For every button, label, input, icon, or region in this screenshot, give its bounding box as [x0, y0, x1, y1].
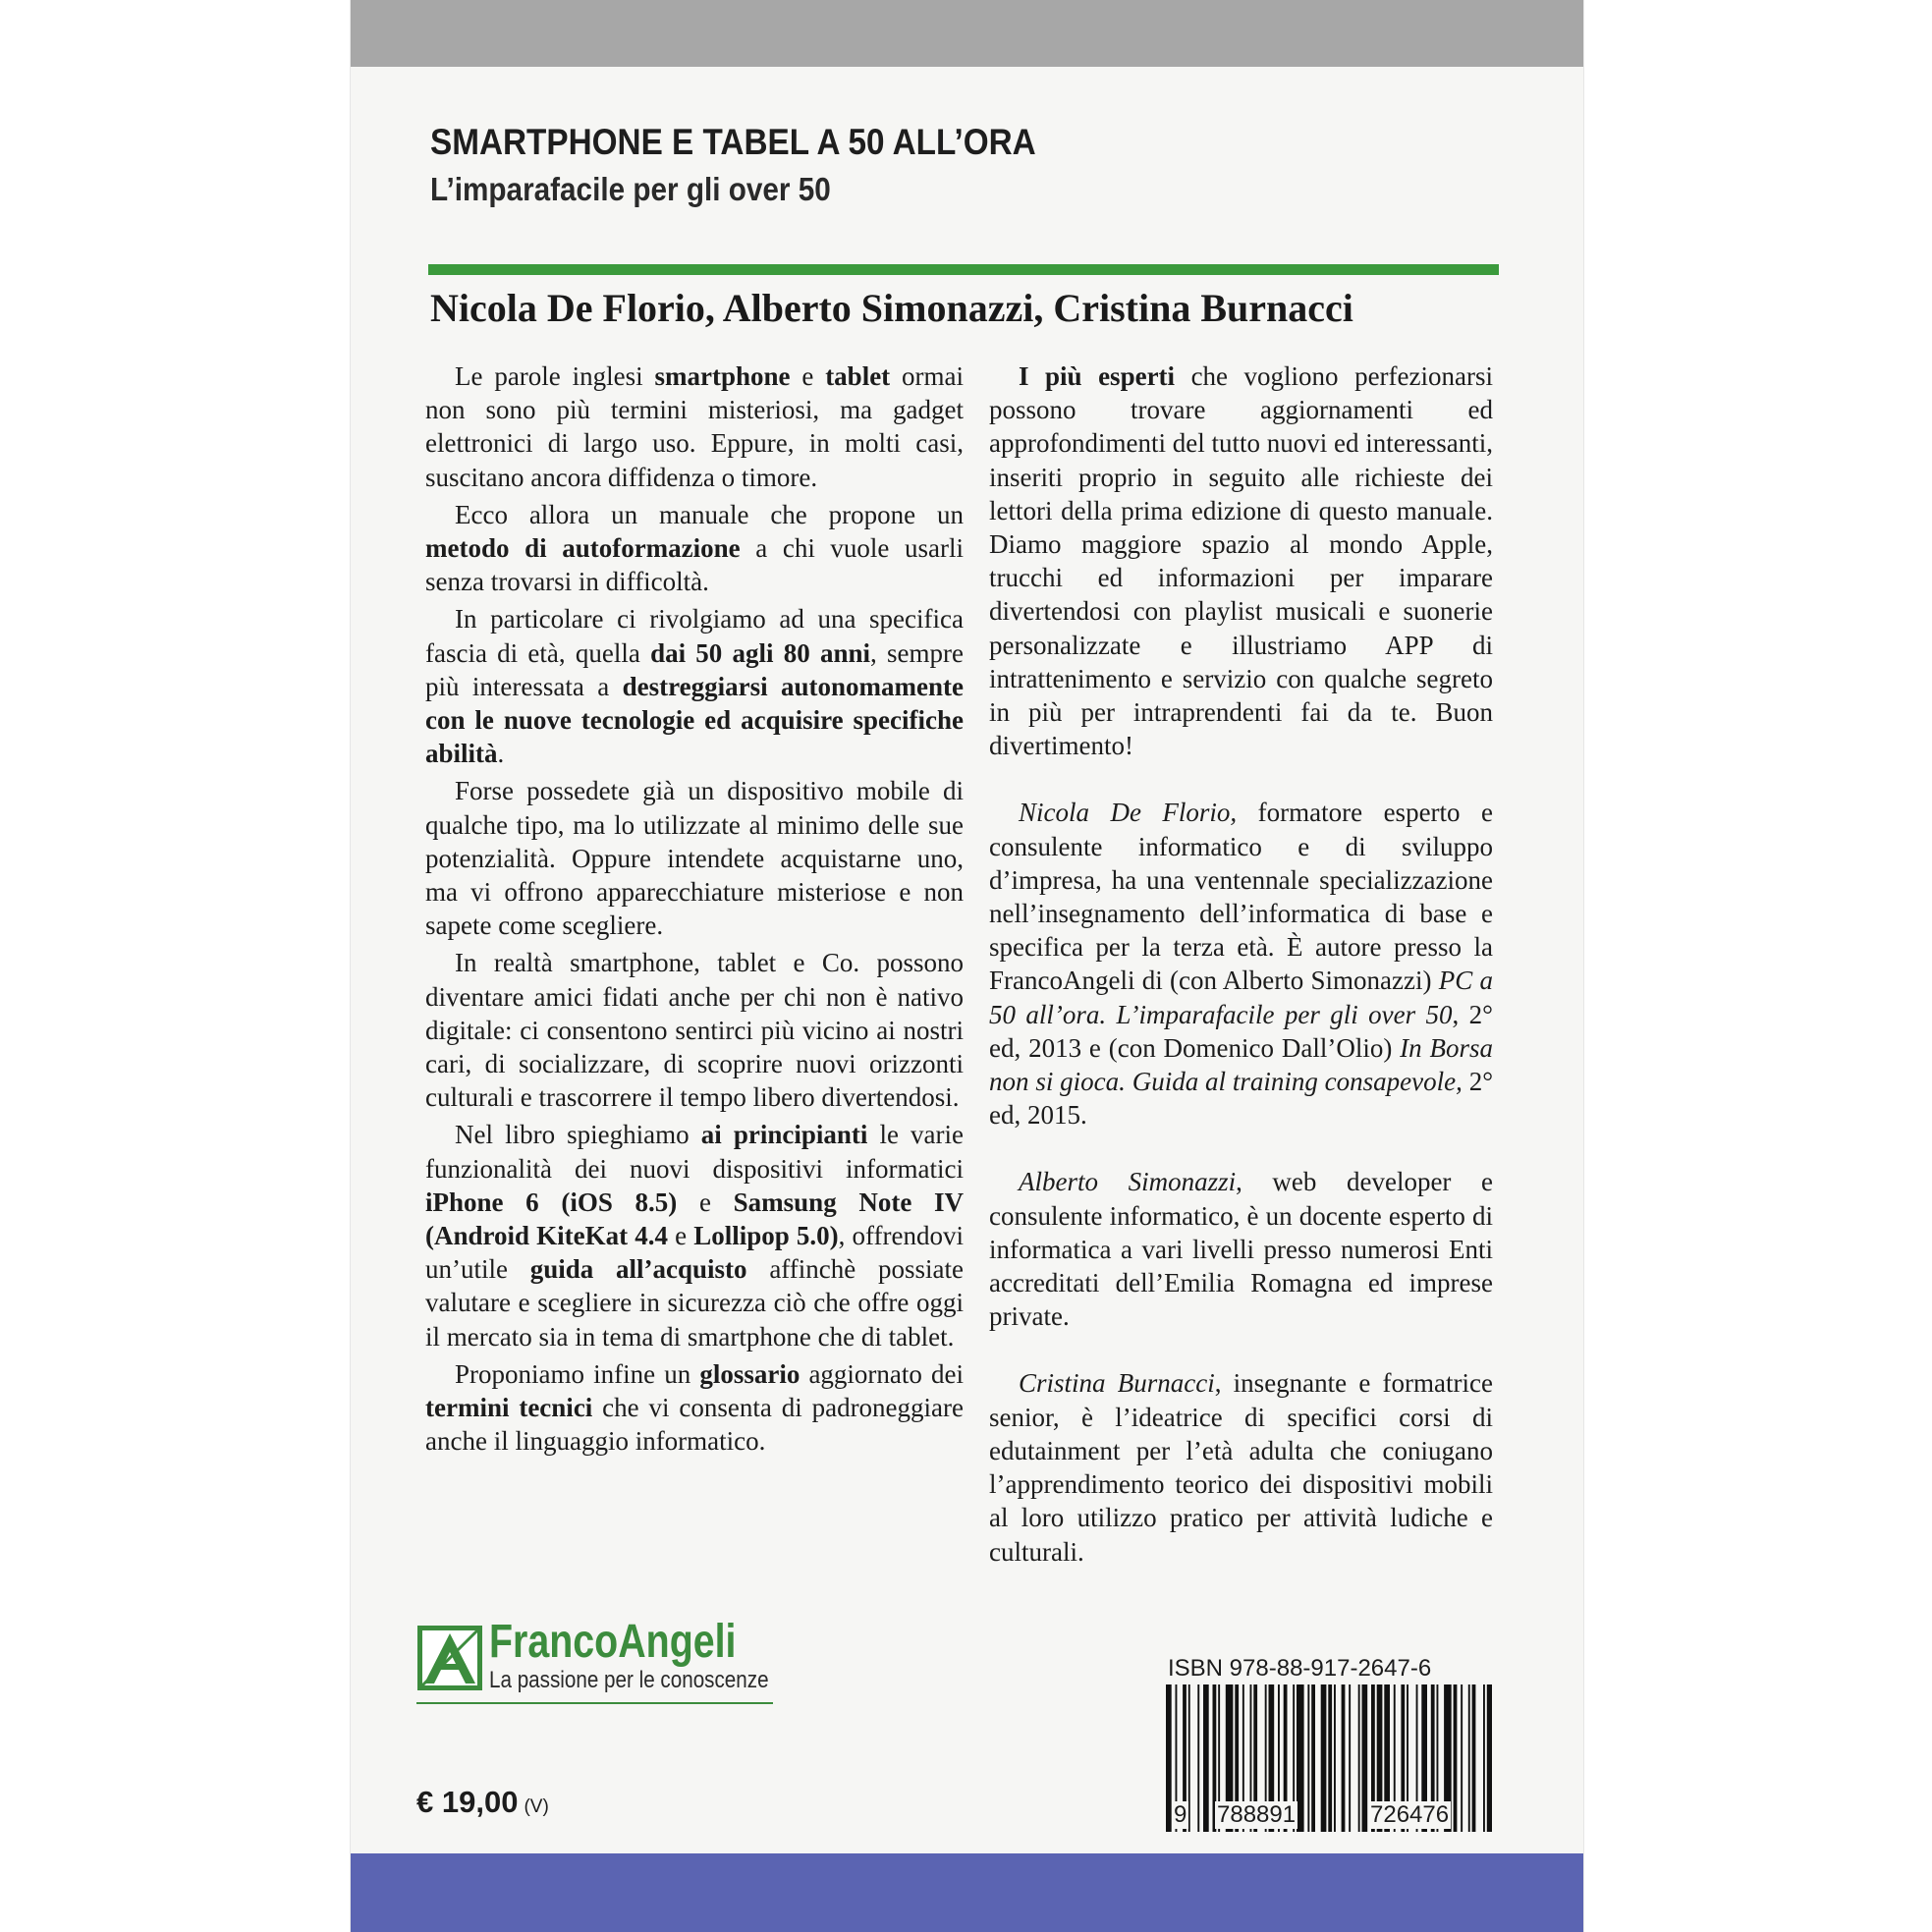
bold-run: iPhone 6 (iOS 8.5)	[425, 1187, 678, 1217]
francoangeli-logo-icon	[416, 1625, 483, 1691]
paragraph: In realtà smartphone, tablet e Co. possono diventare amici fidati anche per chi non è nativo digitale: ci consentono sentirci più vicino ai nostri cari, di socializzare, di scoprire nuovi orizzonti culturali e trascorrere il tempo libero divertendosi.	[425, 948, 964, 1113]
description-column-right	[989, 359, 1493, 1573]
paragraph: Le parole inglesi smartphone e tablet ormai non sono più termini misteriosi, ma gadget elettronici di largo uso. Eppure, in molti casi, suscitano ancora diffidenza o timore.	[425, 361, 964, 492]
paragraph: I più esperti che vogliono perfezionarsi possono trovare aggiornamenti ed approfondimenti del tutto nuovi ed interessanti, inseriti proprio in seguito alle richieste dei lettori della prima edizione di questo manuale. Diamo maggiore spazio al mondo Apple, trucchi ed informazioni per imparare divertendosi con playlist musicali e suonerie personalizzate e illustriamo APP di intrattenimento e servizio con qualche segreto in più per intraprendenti fai da te. Buon divertimento!	[989, 361, 1493, 761]
publisher-name: FrancoAngeli	[489, 1616, 737, 1668]
barcode-bar	[1334, 1684, 1336, 1832]
bold-run: metodo di autoformazione	[425, 533, 741, 564]
bold-run: dai 50 agli 80 anni	[650, 637, 871, 668]
barcode-bar	[1197, 1684, 1199, 1832]
barcode-bar	[1203, 1684, 1209, 1832]
barcode-bar	[1454, 1684, 1458, 1832]
paragraph: In particolare ci rivolgiamo ad una specifica fascia di età, quella dai 50 agli 80 anni, sempre più interessata a destreggiarsi autonomamente con le nuove tecnologie ed acquisire specifiche abilità.	[425, 604, 964, 769]
barcode-bar	[1358, 1684, 1360, 1832]
barcode-digits-left: 788891	[1217, 1801, 1297, 1828]
isbn-label: ISBN 978-88-917-2647-6	[1168, 1655, 1432, 1682]
bold-run: termini tecnici	[425, 1393, 593, 1423]
bold-run: smartphone	[654, 361, 791, 391]
barcode-digits-right: 726476	[1370, 1801, 1450, 1828]
bold-run: destreggiarsi autonomamente con le nuove tecnologie ed acquisire specifiche abilità	[425, 671, 964, 769]
italic-run: Alberto Simonazzi	[1019, 1167, 1237, 1197]
barcode-bar	[1321, 1684, 1327, 1832]
authors: Nicola De Florio, Alberto Simonazzi, Cristina Burnacci	[430, 286, 1353, 330]
barcode-bar	[1472, 1684, 1476, 1832]
bold-run: Lollipop 5.0)	[693, 1221, 839, 1251]
publisher-logo	[416, 1616, 773, 1707]
book-subtitle: L’imparafacile per gli over 50	[430, 171, 831, 207]
bold-run: Samsung Note IV (Android KiteKat 4.4	[425, 1187, 965, 1251]
bottom-band	[351, 1853, 1583, 1932]
barcode-digit-first: 9	[1174, 1801, 1187, 1828]
bold-run: glossario	[699, 1358, 800, 1389]
italic-run: Cristina Burnacci	[1019, 1368, 1215, 1399]
bold-run: guida all’acquisto	[529, 1254, 747, 1285]
price-note: (V)	[524, 1796, 549, 1817]
barcode-bar	[1487, 1684, 1492, 1832]
paragraph: Forse possedete già un dispositivo mobile di qualche tipo, ma lo utilizzate al minimo delle sue potenzialità. Oppure intendete acquistarne uno, ma vi offrono apparecchiature misteriose e non sapete come scegliere.	[425, 776, 964, 941]
author-bio-burnacci: Cristina Burnacci, insegnante e formatrice senior, è l’ideatrice di specifici corsi di edutainment per l’età adulta che coniugano l’apprendimento teorico dei dispositivi mobili al loro utilizzo pratico per attività ludiche e culturali.	[989, 1368, 1493, 1567]
publisher-tagline: La passione per le conoscenze	[489, 1667, 769, 1693]
barcode-bar	[1297, 1684, 1304, 1832]
bold-run: I più esperti	[1019, 361, 1176, 391]
author-bio-simonazzi: Alberto Simonazzi, web developer e consulente informatico, è un docente esperto di informatica a vari livelli presso numerosi Enti accreditati dell’Emilia Romagna ed imprese private.	[989, 1167, 1493, 1332]
bold-run: tablet	[825, 361, 891, 391]
barcode-bar	[1349, 1684, 1351, 1832]
paragraph: Proponiamo infine un glossario aggiornato dei termini tecnici che vi consenta di padroneggiare anche il linguaggio informatico.	[425, 1358, 964, 1457]
italic-run: In Borsa non si gioca. Guida al training consapevole,	[989, 1032, 1493, 1097]
italic-run: Nicola De Florio,	[1019, 798, 1238, 828]
green-divider	[428, 264, 1499, 275]
bold-run: ai principianti	[700, 1120, 868, 1150]
price	[416, 1785, 549, 1820]
logo-underline	[416, 1702, 773, 1704]
barcode-bar	[1311, 1684, 1315, 1832]
back-cover	[351, 0, 1583, 1932]
book-title: SMARTPHONE E TABEL A 50 ALL’ORA	[430, 122, 1036, 162]
barcode-bar	[1328, 1684, 1332, 1832]
price-amount: € 19,00	[416, 1785, 519, 1819]
description-column-left	[425, 359, 964, 1463]
barcode-bar	[1362, 1684, 1368, 1832]
barcode-bar	[1483, 1684, 1485, 1832]
barcode-bar	[1461, 1684, 1463, 1832]
barcode-bar	[1166, 1684, 1172, 1832]
author-bio-de-florio: Nicola De Florio, formatore esperto e consulente informatico e di sviluppo d’impresa, ha una ventennale specializzazione nell’insegnamento dell’informatica di base e specifica per la terza età. È autore presso la FrancoAngeli di (con Alberto Simonazzi) PC a 50 all’ora. L’imparafacile per gli over 50, 2° ed, 2013 e (con Domenico Dall’Olio) In Borsa non si gioca. Guida al training consapevole, 2° ed, 2015.	[989, 798, 1493, 1131]
barcode-bar	[1307, 1684, 1309, 1832]
barcode-bar	[1342, 1684, 1346, 1832]
italic-run: PC a 50 all’ora. L’imparafacile per gli over 50	[989, 966, 1493, 1029]
top-band	[351, 0, 1583, 67]
paragraph: Ecco allora un manuale che propone un metodo di autoformazione a chi vuole usarli senza trovarsi in difficoltà.	[425, 499, 964, 597]
barcode-bar	[1468, 1684, 1470, 1832]
paragraph: Nel libro spieghiamo ai principianti le varie funzionalità dei nuovi dispositivi informatici iPhone 6 (iOS 8.5) e Samsung Note IV (Android KiteKat 4.4 e Lollipop 5.0), offrendovi un’utile guida all’acquisto affinchè possiate valutare e scegliere in sicurezza ciò che offre oggi il mercato sia in tema di smartphone che di tablet.	[425, 1120, 965, 1352]
